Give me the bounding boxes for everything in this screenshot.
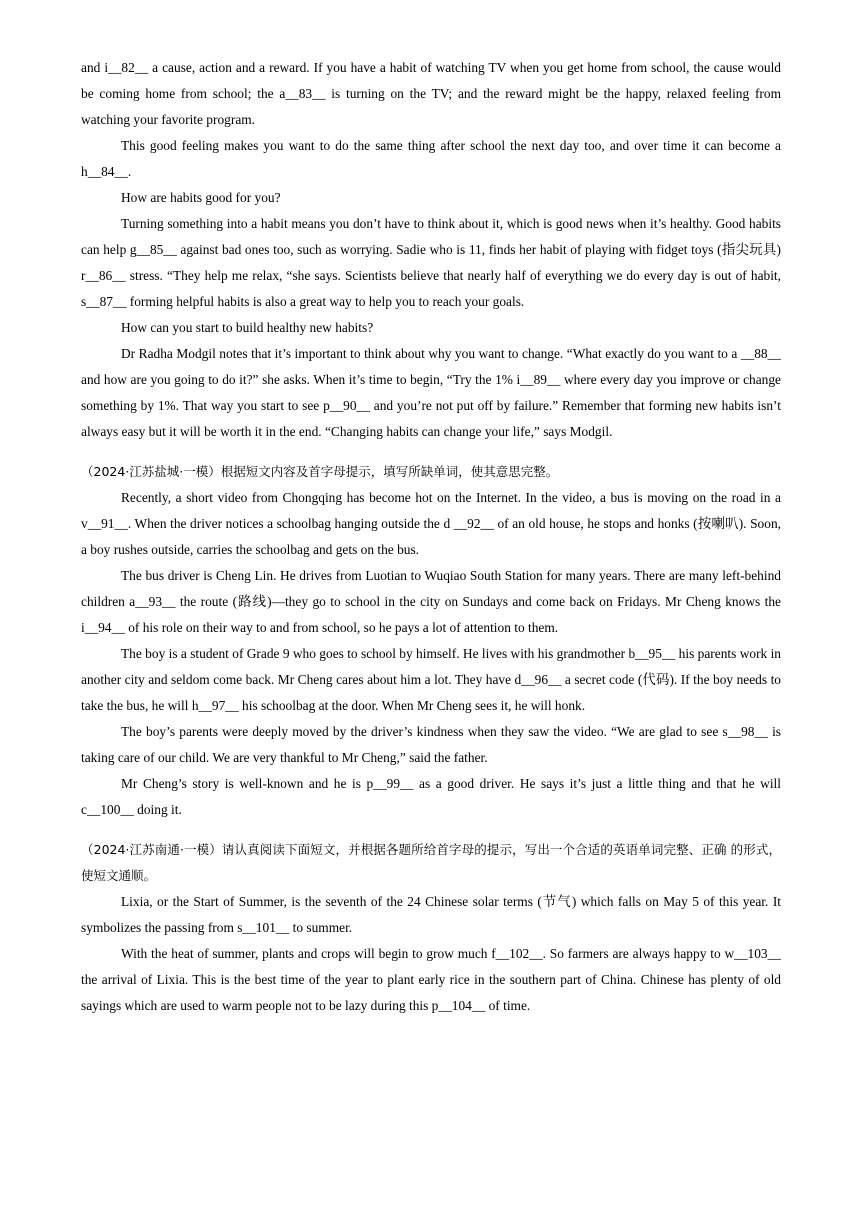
section-header: （2024·江苏盐城·一模）根据短文内容及首字母提示，填写所缺单词，使其意思完整。 [81, 464, 559, 479]
paragraph-question: How can you start to build healthy new habits? [121, 320, 374, 335]
paragraph: The bus driver is Cheng Lin. He drives from Luotian to Wuqiao South Station for many years. There are many left-behind children a__93__ the route (路线)—they go to school in the city on Sundays and come back on Fridays. Mr Cheng knows the i__94__ of his role on their way to and from school, so he pays a lot of attention to them. [81, 568, 781, 635]
section-gap [81, 445, 781, 459]
paragraph: The boy is a student of Grade 9 who goes to school by himself. He lives with his grandmother b__95__ his parents work in another city and seldom come back. Mr Cheng cares about him a lot. They have d__96__ a secret code (代码). If the boy needs to take the bus, he will h__97__ his schoolbag at the door. When Mr Cheng sees it, he will honk. [81, 646, 781, 713]
paragraph-question: How are habits good for you? [121, 190, 281, 205]
paragraph: With the heat of summer, plants and crops will begin to grow much f__102__. So farmers are always happy to w__103__ the arrival of Lixia. This is the best time of the year to plant early rice in the southern part of China. Chinese has plenty of old sayings which are used to warm people not to be lazy during this p__104__ of time. [81, 946, 781, 1013]
paragraph: This good feeling makes you want to do the same thing after school the next day too, and over time it can become a h__84__. [81, 138, 781, 179]
paragraph: Dr Radha Modgil notes that it’s important to think about why you want to change. “What exactly do you want to a __88__ and how are you going to do it?” she asks. When it’s time to begin, “Try the 1% i__89__ where every day you improve or change something by 1%. That way you start to see p__90__ and you’re not put off by failure.” Remember that forming new habits isn’t always easy but it will be worth it in the end. “Changing habits can change your life,” says Modgil. [81, 346, 781, 439]
section-header: （2024·江苏南通·一模）请认真阅读下面短文，并根据各题所给首字母的提示，写出一个合适的英语单词完整、正确 的形式，使短文通顺。 [81, 842, 781, 883]
paragraph: Recently, a short video from Chongqing has become hot on the Internet. In the video, a bus is moving on the road in a v__91__. When the driver notices a schoolbag hanging outside the d __92__ of an old house, he stops and honks (按喇叭). Soon, a boy rushes outside, carries the schoolbag and gets on the bus. [81, 490, 781, 557]
paragraph: The boy’s parents were deeply moved by the driver’s kindness when they saw the video. “We are glad to see s__98__ is taking care of our child. We are very thankful to Mr Cheng,” said the father. [81, 724, 781, 765]
paragraph: Mr Cheng’s story is well-known and he is p__99__ as a good driver. He says it’s just a little thing and that he will c__100__ doing it. [81, 776, 781, 817]
paragraph: Turning something into a habit means you don’t have to think about it, which is good news when it’s healthy. Good habits can help g__85__ against bad ones too, such as worrying. Sadie who is 11, finds her habit of playing with fidget toys (指尖玩具) r__86__ stress. “They help me relax, “she says. Scientists believe that nearly half of everything we do every day is out of habit, s__87__ forming helpful habits is also a great way to help you to reach your goals. [81, 216, 781, 309]
document-page [81, 55, 781, 1019]
paragraph: and i__82__ a cause, action and a reward. If you have a habit of watching TV when you get home from school, the cause would be coming home from school; the a__83__ is turning on the TV; and the reward might be the happy, relaxed feeling from watching your favorite program. [81, 60, 781, 127]
paragraph: Lixia, or the Start of Summer, is the seventh of the 24 Chinese solar terms (节气) which falls on May 5 of this year. It symbolizes the passing from s__101__ to summer. [81, 894, 781, 935]
section-gap [81, 823, 781, 837]
